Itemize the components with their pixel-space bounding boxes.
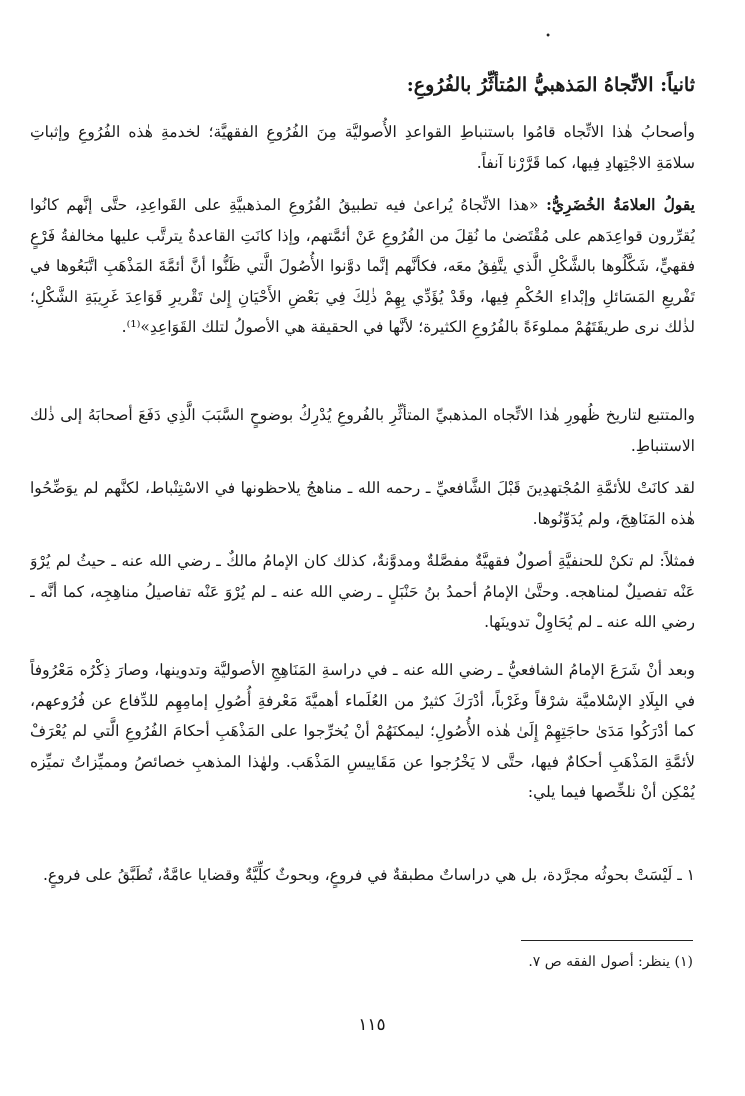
paragraph-6 — [30, 655, 695, 850]
paragraph-text: ١ ـ لَيْسَتْ بحوثُه مجرَّدة، بل هي دراساتٌ مطبقةٌ في فروعٍ، وبحوثٌ كلِّيَّةٌ وقضايا عامَّةٌ، تُطَبَّقُ على فروعٍ. — [42, 866, 695, 884]
footnote: (١) ينظر: أصول الفقه ص ٧. — [528, 954, 693, 970]
paragraph-text: لقد كانَتْ للأئمَّةِ المُجْتهدِينَ قَبْلَ الشَّافعيِّ ـ رحمه الله ـ مناهجُ يلاحظونها في الاسْتِنْباط، لكنَّهم لم يوَضِّحُوا هٰذه المَنَاهِجَ، ولم يُدَوِّنُوها. — [30, 479, 695, 528]
paragraph-text: والمتتبع لتاريخ ظُهورِ هٰذا الاتِّجاه المذهبيِّ المتأثِّرِ بالفُروعِ يُدْرِكُ بوضوحٍ السَّبَبَ الَّذِي دَفَعَ أصحابَهُ إلى ذٰلك الاستنباطِ. — [30, 406, 695, 455]
paragraph-text: وأصحابُ هٰذا الاتِّجاه قامُوا باستنباطِ القواعدِ الأُصوليَّة مِنَ الفُرُوعِ الفقهيَّة؛ لخدمةِ هٰذه الفُرُوعِ وإثباتِ سلامَةِ الاجْتِهادِ فِيها، كما قَرَّرْنا آنفاً. — [30, 123, 695, 172]
paragraph-2-quote — [30, 190, 695, 386]
paragraph-4 — [30, 473, 695, 539]
paragraph-text: «هذا الاتِّجاهُ يُراعىٰ فيه تطبيقُ الفُرُوعِ المذهبيَّةِ على القَواعِدِ، حتَّى إنَّهم كانُوا يُقرِّرون قواعِدَهم على مُقْتَضىٰ ما نُقِلَ من الفُرُوعِ عَنْ أئمَّتهم، وإذا كانَتِ القاعدةُ يترتَّب عليها مخالفةُ فَرْعٍ فقهيٍّ، شَكَّلُوها بالشَّكْلِ الَّذي يتَّفِقُ معَه، فكأنَّهم إنَّما دوَّنوا الأُصُولَ الَّتي ظَنُّوا أنَّ أئمَّةَ المَذْهَبِ اتَّبَعُوها في تَفْريعِ المَسَائلِ وإبْداءِ الحُكْمِ فِيها، وقَدْ يُؤَدِّي بِهِمْ ذٰلِكَ فِي بَعْضِ الأَحْيَانِ إِلىٰ تَقْريرِ قَوَاعِدَ غَرِيبَةِ الشَّكْلِ؛ لذٰلك نرى طريقَتَهُمْ مملوءَةً بالفُرُوعِ الكثيرة؛ لأنَّها في الحقيقة هي الأصولُ لتلك القَوَاعِدِ»⁽¹⁾. — [30, 196, 695, 336]
paragraph-text: فمثلاً: لم تكنْ للحنفيَّةِ أصولٌ فقهيَّةٌ مفصَّلةٌ ومدوَّنةٌ، كذلك كان الإمامُ مالكٌ ـ رضي الله عنه ـ حيثُ لم يُرْوَ عَنْه تفصيلٌ لمناهجه. وحتَّىٰ الإمامُ أحمدُ بنُ حَنْبَلٍ ـ رضي الله عنه ـ لم يُرْوَ عَنْه تفاصيلُ مناهِجِه، كما أنَّه ـ رضي الله عنه ـ لم يُحَاوِلْ تدوينَها. — [30, 552, 695, 631]
section-heading: ثانياً: الاتِّجاهُ المَذهبيُّ المُتأثِّرُ بالفُرُوعِ: — [406, 74, 695, 96]
top-dot-mark: • — [545, 31, 551, 42]
paragraph-7-list-item — [30, 860, 695, 924]
footnote-divider — [521, 940, 693, 941]
page-number: ١١٥ — [358, 1015, 386, 1035]
paragraph-5 — [30, 546, 695, 646]
paragraph-text: وبعد أنْ شَرَعَ الإمامُ الشافعيُّ ـ رضي الله عنه ـ في دراسةِ المَنَاهِجِ الأصوليَّة وتدوينها، وصارَ ذِكْرُه مَعْرُوفاً في البِلَادِ الإسْلاميَّة شرْقاً وغَرْباً، أدْرَكَ كثيرٌ من العُلَماء أهميَّةَ مَعْرفةِ أُصُولِ إمامِهِم للدِّفاع عن فُرُوعهم، كما أدْرَكُوا مَدَىٰ حاجَتِهِمْ إِلَىٰ هٰذه الأُصُولِ؛ ليمكنَهُمْ أنْ يُخرِّجوا على المَذْهَبِ أحكامَ الفُرُوعِ الَّتي لم يُعْرَفْ لأئمَّةِ المَذْهَبِ أحكامٌ فيها، حتَّى لا يَخْرُجوا عن مَقَاييسِ المَذْهَب. ولهٰذا المذهبِ خصائصُ ومميِّزاتٌ تميِّزه يُمْكِن أنْ نلخِّصها فيما يلي: — [30, 661, 695, 801]
paragraph-lead: يقولُ العلامَةُ الخُضَرِيُّ: — [546, 195, 695, 214]
paragraph-1 — [30, 117, 695, 179]
paragraph-3 — [30, 400, 695, 464]
